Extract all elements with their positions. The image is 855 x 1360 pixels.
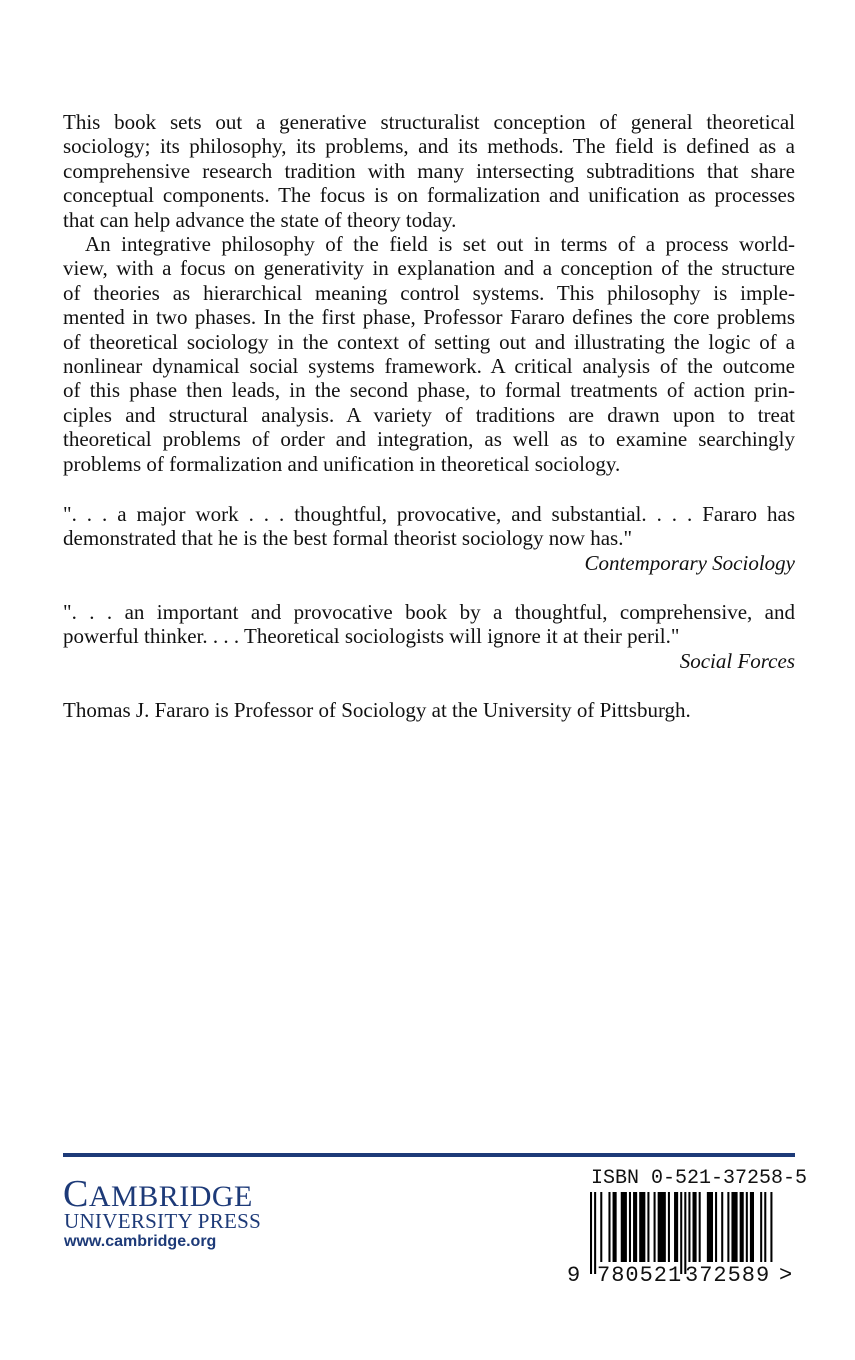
quote-line: powerful thinker. . . . Theoretical sociologists will ignore it at their peril." bbox=[63, 624, 680, 649]
text-line: conceptual components. The focus is on formalization and unification as processes bbox=[63, 183, 795, 208]
text-line: comprehensive research tradition with many intersecting subtraditions that share bbox=[63, 158, 795, 183]
barcode-bar bbox=[668, 1192, 670, 1262]
text-line: This book sets out a generative structuralist conception of general theoretical bbox=[63, 110, 795, 134]
barcode-bar bbox=[707, 1192, 713, 1262]
barcode-bar bbox=[590, 1192, 592, 1274]
text-line: theoretical problems of order and integration, as well as to examine searchingly bbox=[63, 427, 795, 452]
barcode bbox=[590, 1192, 780, 1274]
barcode-bar bbox=[760, 1192, 762, 1262]
barcode-bar bbox=[613, 1192, 617, 1262]
barcode-bar bbox=[633, 1192, 637, 1262]
barcode-bar bbox=[715, 1192, 717, 1262]
barcode-bar bbox=[654, 1192, 656, 1262]
text-line: that can help advance the state of theory today. bbox=[63, 207, 457, 232]
logo-initial: C bbox=[63, 1173, 89, 1215]
text-line: of theoretical sociology in the context of setting out and illustrating the logic of a bbox=[63, 329, 795, 354]
quote-line: ". . . a major work . . . thoughtful, provocative, and substantial. . . . Fararo has bbox=[63, 502, 795, 526]
barcode-bar bbox=[688, 1192, 690, 1262]
barcode-bar bbox=[674, 1192, 678, 1262]
text-line: nonlinear dynamical social systems framework. A critical analysis of the outcome bbox=[63, 354, 795, 379]
text-line: of theories as hierarchical meaning control systems. This philosophy is imple- bbox=[63, 280, 795, 305]
quote-source: Social Forces bbox=[679, 648, 795, 673]
quote-line: demonstrated that he is the best formal theorist sociology now has." bbox=[63, 526, 633, 551]
barcode-bar bbox=[770, 1192, 772, 1262]
publisher-website: www.cambridge.org bbox=[64, 1233, 217, 1250]
barcode-bar bbox=[621, 1192, 627, 1262]
publisher-name-line2: UNIVERSITY PRESS bbox=[64, 1209, 262, 1233]
author-bio: Thomas J. Fararo is Professor of Sociology at the University of Pittsburgh. bbox=[63, 698, 691, 722]
barcode-bar bbox=[639, 1192, 645, 1262]
review-quote-2 bbox=[63, 600, 795, 673]
text-line: of this phase then leads, in the second phase, to formal treatments of action prin- bbox=[63, 378, 795, 403]
barcode-bar bbox=[764, 1192, 766, 1262]
barcode-bar bbox=[750, 1192, 754, 1262]
barcode-bar bbox=[693, 1192, 697, 1262]
blurb-paragraph-2 bbox=[63, 232, 795, 476]
barcode-bar bbox=[699, 1192, 701, 1262]
text-line: view, with a focus on generativity in explanation and a conception of the structure bbox=[63, 256, 795, 281]
barcode-bar bbox=[647, 1192, 649, 1262]
barcode-bar bbox=[629, 1192, 631, 1262]
barcode-bar bbox=[608, 1192, 610, 1262]
text-line: sociology; its philosophy, its problems, and its methods. The field is defined as a bbox=[63, 134, 795, 159]
text-line: ciples and structural analysis. A variety of traditions are drawn upon to treat bbox=[63, 402, 795, 427]
quote-line: ". . . an important and provocative book by a thoughtful, comprehensive, and bbox=[63, 600, 795, 624]
barcode-bar bbox=[594, 1192, 596, 1274]
barcode-bar bbox=[600, 1192, 602, 1262]
text-line: An integrative philosophy of the field is set out in terms of a process world- bbox=[85, 232, 795, 256]
barcode-bar bbox=[727, 1192, 729, 1262]
text-line: mented in two phases. In the first phase, Professor Fararo defines the core problems bbox=[63, 305, 795, 330]
barcode-bar bbox=[684, 1192, 686, 1274]
barcode-bar bbox=[658, 1192, 666, 1262]
barcode-bar bbox=[731, 1192, 737, 1262]
logo-rest: AMBRIDGE bbox=[88, 1180, 253, 1213]
review-quote-1 bbox=[63, 502, 795, 575]
barcode-lead-digit: 9 bbox=[567, 1263, 581, 1288]
barcode-bar bbox=[746, 1192, 748, 1262]
barcode-arrow: > bbox=[779, 1263, 793, 1288]
barcode-digits-right: 372589 bbox=[685, 1263, 771, 1288]
barcode-bar bbox=[680, 1192, 682, 1274]
barcode-bar bbox=[721, 1192, 723, 1262]
divider-rule bbox=[63, 1153, 795, 1157]
barcode-bar bbox=[740, 1192, 744, 1262]
text-line: problems of formalization and unification in theoretical sociology. bbox=[63, 451, 621, 476]
isbn-label: ISBN 0-521-37258-5 bbox=[591, 1167, 808, 1190]
blurb-paragraph-1 bbox=[63, 110, 795, 232]
quote-source: Contemporary Sociology bbox=[584, 550, 795, 575]
barcode-digits-left: 780521 bbox=[597, 1263, 683, 1288]
